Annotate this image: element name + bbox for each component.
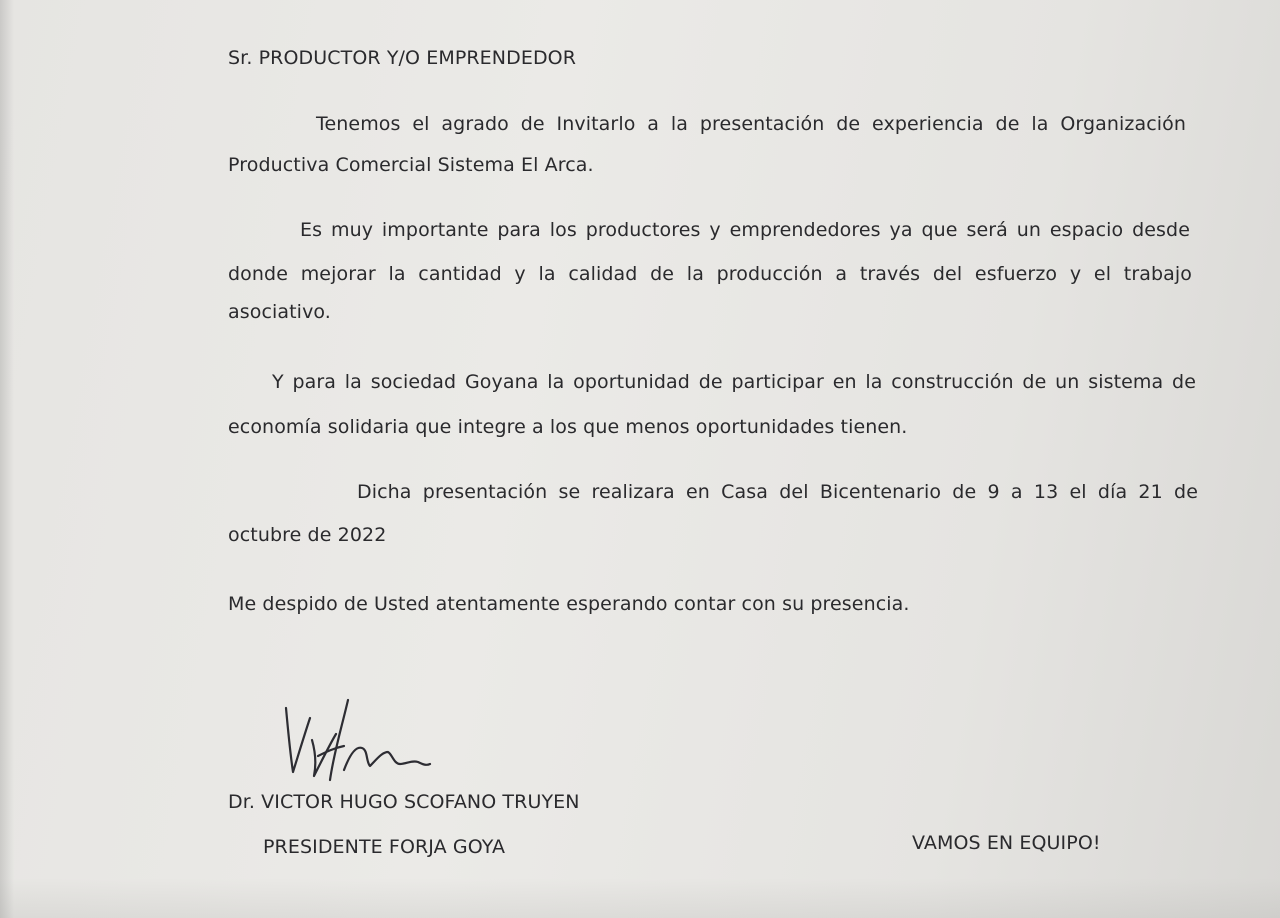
paragraph-2-line-2: donde mejorar la cantidad y la calidad de la producción a través del esfuerzo y el trabajo	[228, 263, 1192, 285]
paragraph-2-line-3: asociativo.	[228, 301, 331, 323]
page-bottom-shadow	[0, 878, 1280, 918]
handwritten-signature	[278, 690, 448, 790]
page-edge-shadow	[0, 0, 14, 918]
signer-title: PRESIDENTE FORJA GOYA	[263, 836, 506, 858]
closing-line: Me despido de Usted atentamente esperando contar con su presencia.	[228, 593, 910, 615]
paragraph-1-line-2: Productiva Comercial Sistema El Arca.	[228, 154, 594, 176]
paragraph-4-line-2: octubre de 2022	[228, 524, 387, 546]
paragraph-2-line-1: Es muy importante para los productores y emprendedores ya que será un espacio desde	[300, 219, 1190, 241]
paragraph-1-line-1: Tenemos el agrado de Invitarlo a la presentación de experiencia de la Organización	[316, 113, 1186, 135]
signer-name: Dr. VICTOR HUGO SCOFANO TRUYEN	[228, 791, 580, 813]
paragraph-3-line-1: Y para la sociedad Goyana la oportunidad de participar en la construcción de un sistema de	[272, 371, 1196, 393]
slogan: VAMOS EN EQUIPO!	[912, 832, 1101, 854]
paragraph-4-line-1: Dicha presentación se realizara en Casa del Bicentenario de 9 a 13 el día 21 de	[357, 481, 1198, 503]
salutation: Sr. PRODUCTOR Y/O EMPRENDEDOR	[228, 47, 577, 69]
paragraph-3-line-2: economía solidaria que integre a los que menos oportunidades tienen.	[228, 416, 908, 438]
